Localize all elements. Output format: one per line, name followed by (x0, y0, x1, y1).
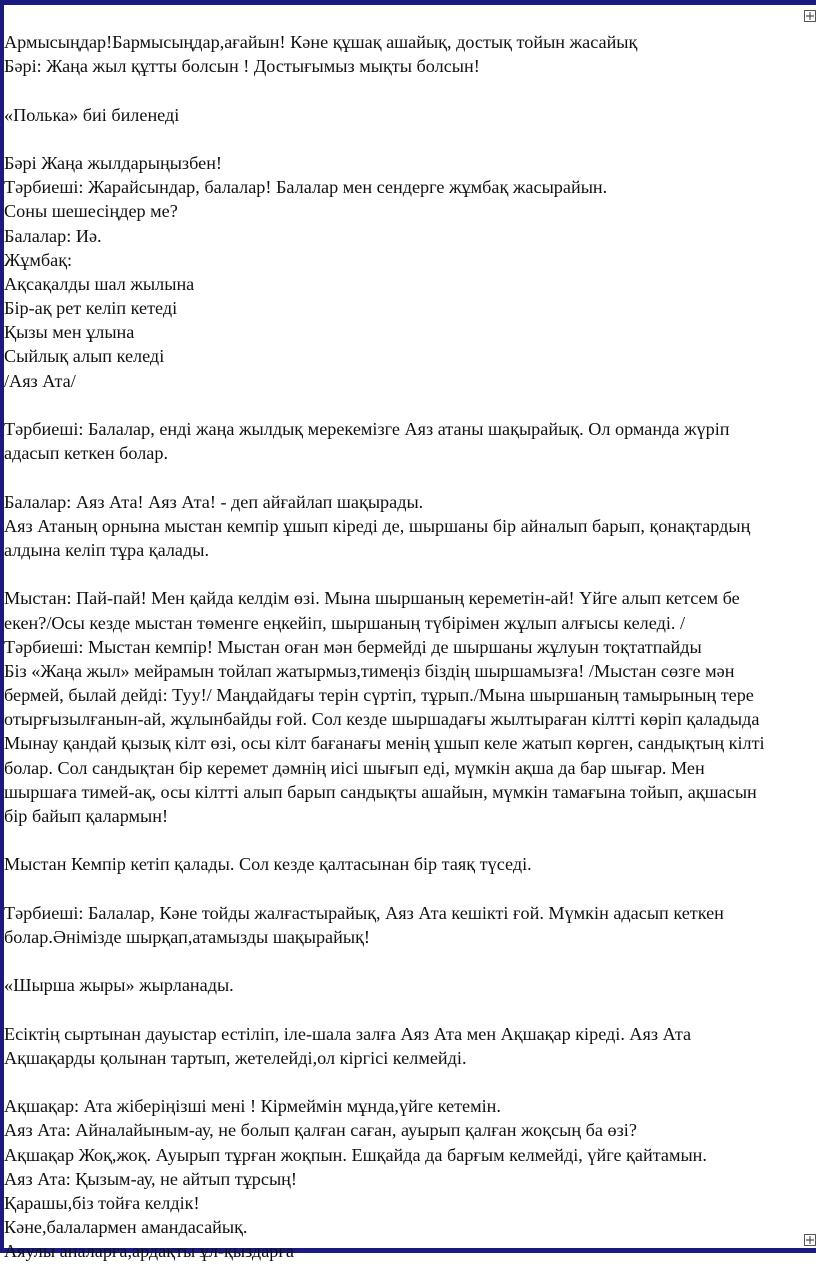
text-line: болар.Әнімізде шырқап,атамызды шақырайық! (4, 926, 370, 947)
text-line: Балалар: Аяз Ата! Аяз Ата! - деп айғайлап шақырады. (4, 491, 424, 512)
text-line: Армысыңдар!Бармысыңдар,ағайын! Кәне құшақ ашайық, достық тойын жасайық (4, 32, 638, 52)
blank-line (4, 949, 800, 973)
blank-line (4, 998, 800, 1022)
text-line: Сыйлық алып келеді (4, 346, 165, 367)
text-line: бір байып қалармын! (4, 806, 169, 826)
text-line: шыршаға тимей-ақ, осы кілтті алып барып сандықты ашайын, мүмкін тамағына тойып, ақшасын (4, 781, 757, 802)
blank-line (4, 465, 800, 489)
text-line: Ақшақарды қолынан тартып, жетелейді,ол кіргісі келмейді. (4, 1047, 467, 1068)
blank-line (4, 127, 800, 151)
text-line: бермей, былай дейді: Туу!/ Маңдайдағы терін сүртіп, тұрып./Мына шыршаның тамырының тере (4, 685, 754, 706)
text-line: Аяулы аналарға,ардақты ұл-қыздарға (4, 1241, 294, 1262)
text-line: екен?/Осы кезде мыстан төменге еңкейіп, шыршаның түбірімен жұлып алғысы келеді. / (4, 612, 686, 633)
text-line: Жұмбақ: (4, 249, 73, 270)
text-line: Тәрбиеші: Мыстан кемпір! Мыстан оған мән бермейді де шыршаны жұлуын тоқтатпайды (4, 636, 702, 657)
text-line: Кәне,балалармен амандасайық. (4, 1217, 248, 1238)
move-handle-icon[interactable] (804, 10, 816, 22)
move-handle-icon[interactable] (804, 1234, 816, 1246)
text-line: Есіктің сыртынан дауыстар естіліп, іле-шала залға Аяз Ата мен Ақшақар кіреді. Аяз Ата (4, 1023, 692, 1044)
text-line: Аяз Ата: Қызым-ау, не айтып тұрсың! (4, 1168, 297, 1189)
text-line: Қызы мен ұлына (4, 322, 135, 343)
text-line: Соны шешесіңдер ме? (4, 201, 178, 222)
text-line: Ақшақар: Ата жіберіңізші мені ! Кірмеймін мұнда,үйге кетемін. (4, 1096, 501, 1117)
text-line: Бәрі Жаңа жылдарыңызбен! (4, 152, 222, 173)
text-line: Ақсақалды шал жылына (4, 273, 195, 294)
text-line: Тәрбиеші: Жарайсындар, балалар! Балалар мен сендерге жұмбақ жасырайын. (4, 177, 608, 198)
text-line: Ақшақар Жоқ,жоқ. Ауырып тұрған жоқпын. Ешқайда да барғым келмейді, үйге қайтамын. (4, 1144, 707, 1165)
blank-line (4, 1070, 800, 1094)
blank-line (4, 562, 800, 586)
text-line: Мынау қандай қызық кілт өзі, осы кілт бағанағы менің ұшып келе жатып көрген, сандықтың кілті (4, 733, 765, 754)
text-line: Қарашы,біз тойға келдік! (4, 1193, 200, 1213)
blank-line (4, 78, 800, 102)
text-line: Балалар: Иә. (4, 225, 102, 246)
text-line: Аяз Атаның орнына мыстан кемпір ұшып кіреді де, шыршаны бір айналып барып, қонақтардың (4, 515, 751, 536)
text-line: болар. Сол сандықтан бір керемет дәмнің иісі шығып еді, мүмкін ақша да бар шығар. Мен (4, 757, 705, 778)
text-line: Бәрі: Жаңа жыл құтты болсын ! Достығымыз мықты болсын! (4, 56, 480, 77)
text-line: «Шырша жыры» жырланады. (4, 975, 234, 996)
text-line: адасып кеткен болар. (4, 443, 169, 464)
text-line: Мыстан: Пай-пай! Мен қайда келдім өзі. Мына шыршаның кереметін-ай! Үйге алып кетсем бе (4, 588, 740, 609)
document-text (4, 30, 800, 1264)
text-line: Мыстан Кемпір кетіп қалады. Сол кезде қалтасынан бір таяқ түседі. (4, 854, 532, 875)
text-line: /Аяз Ата/ (4, 370, 76, 391)
text-line: Тәрбиеші: Балалар, Кәне тойды жалғастырайық, Аяз Ата кешікті ғой. Мүмкін адасып кеткен (4, 902, 724, 923)
text-line: Бір-ақ рет келіп кетеді (4, 298, 178, 319)
text-line: Тәрбиеші: Балалар, енді жаңа жылдық мерекемізге Аяз атаны шақырайық. Ол орманда жүріп (4, 419, 730, 439)
text-line: Біз «Жаңа жыл» мейрамын тойлап жатырмыз,тимеңіз біздің шыршамызға! /Мыстан сөзге мән (4, 660, 735, 681)
text-line: «Полька» биі биленеді (4, 104, 180, 125)
text-line: Аяз Ата: Айналайыным-ау, не болып қалған саған, ауырып қалған жоқсың ба өзі? (4, 1120, 637, 1141)
blank-line (4, 828, 800, 852)
text-line: отырғызылғанын-ай, жұлынбайды ғой. Сол кезде шыршадағы жылтыраған кілтті көріп қаладыда (4, 709, 760, 730)
blank-line (4, 877, 800, 901)
blank-line (4, 393, 800, 417)
text-line: алдына келіп тұра қалады. (4, 539, 209, 560)
